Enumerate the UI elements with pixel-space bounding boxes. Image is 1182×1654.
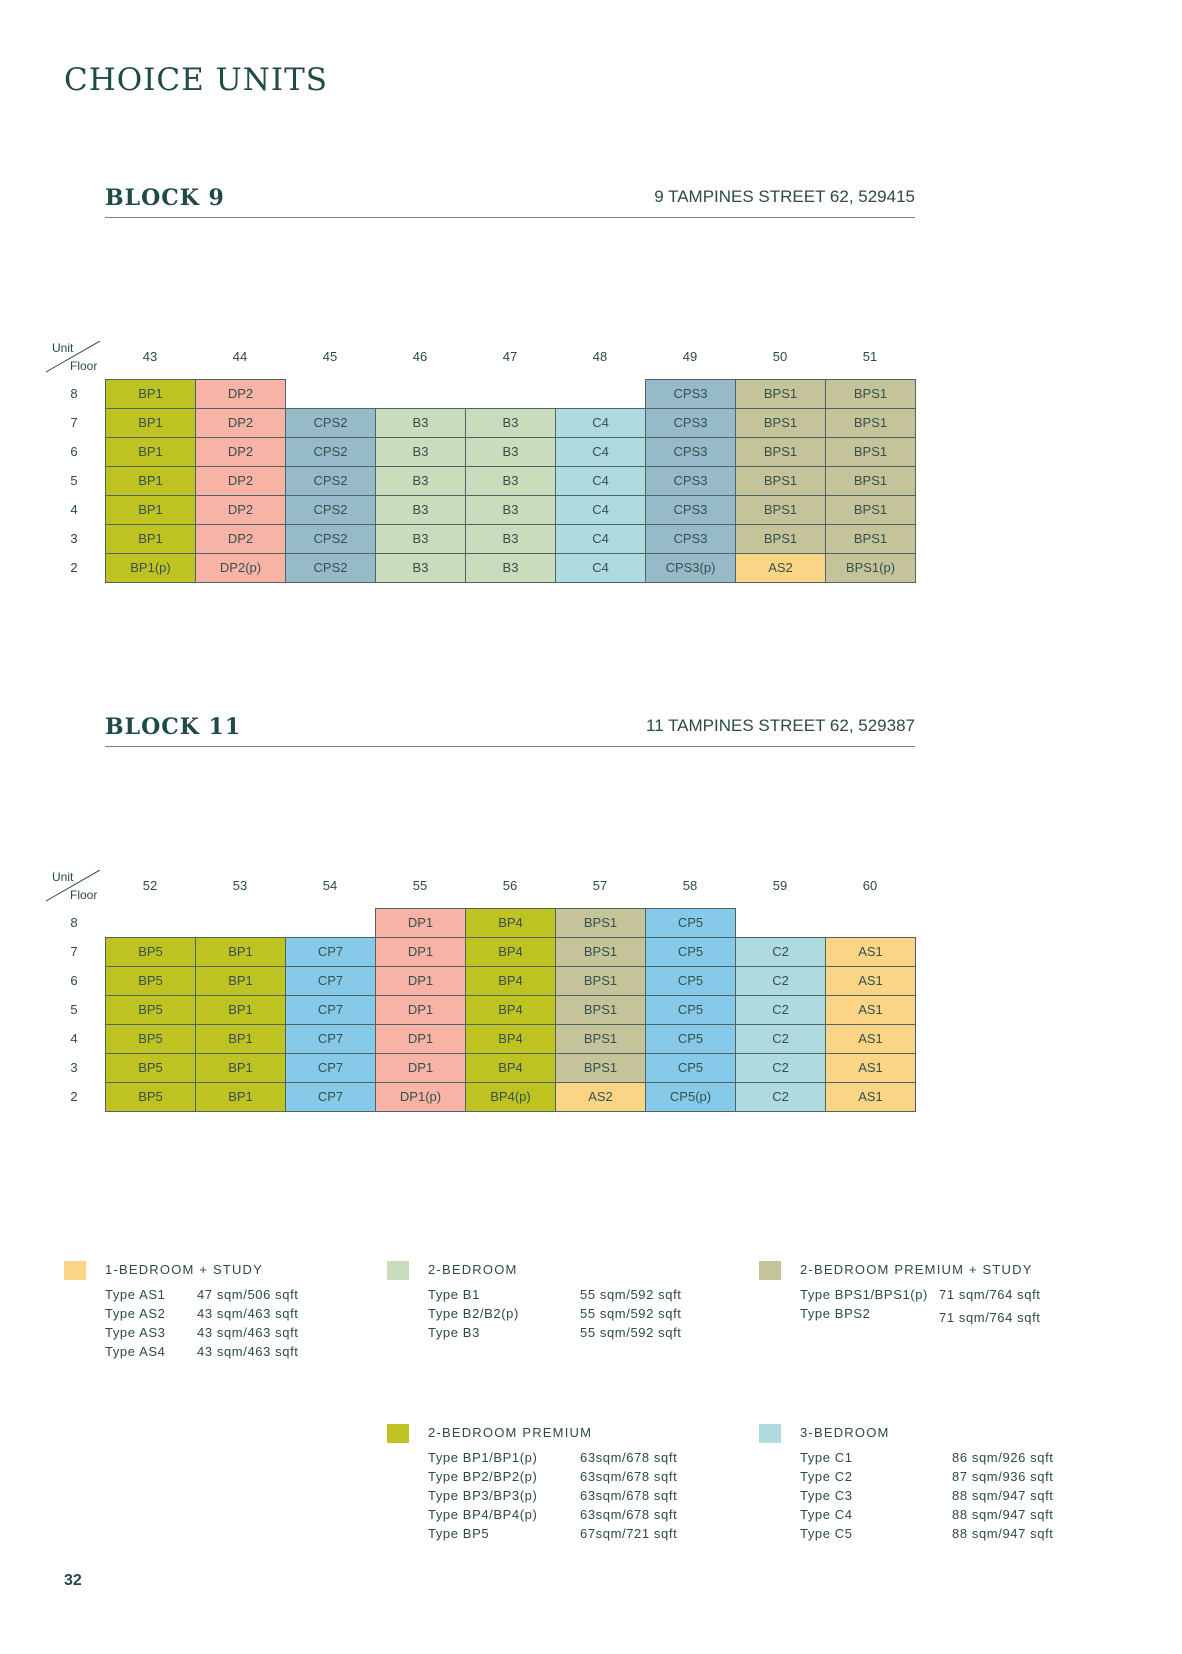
unit-cell: BP1 bbox=[195, 995, 286, 1025]
unit-cell: BP1 bbox=[105, 524, 196, 554]
legend-swatch bbox=[759, 1424, 781, 1443]
unit-cell: CPS3 bbox=[645, 524, 736, 554]
unit-column-header: 60 bbox=[862, 878, 878, 893]
unit-cell: BPS1 bbox=[735, 495, 826, 525]
unit-cell: BPS1 bbox=[825, 379, 916, 409]
unit-cell: BP1 bbox=[195, 1082, 286, 1112]
legend-type-name: Type BP3/BP3(p) bbox=[428, 1488, 538, 1503]
floor-number: 4 bbox=[70, 502, 78, 517]
legend-type-size: 87 sqm/936 sqft bbox=[952, 1469, 1054, 1484]
unit-cell: CPS2 bbox=[285, 408, 376, 438]
unit-cell: BP4 bbox=[465, 995, 556, 1025]
legend-type-size: 47 sqm/506 sqft bbox=[197, 1287, 299, 1302]
unit-cell: B3 bbox=[465, 524, 556, 554]
unit-cell: DP1 bbox=[375, 908, 466, 938]
legend-type-name: Type B2/B2(p) bbox=[428, 1306, 519, 1321]
floor-number: 8 bbox=[70, 915, 78, 930]
unit-column-header: 52 bbox=[142, 878, 158, 893]
unit-cell: B3 bbox=[375, 524, 466, 554]
legend-type-name: Type AS4 bbox=[105, 1344, 166, 1359]
unit-cell: BPS1 bbox=[825, 495, 916, 525]
block-11-header bbox=[105, 706, 915, 747]
legend-type-size: 63sqm/678 sqft bbox=[580, 1450, 678, 1465]
legend-type-name: Type C2 bbox=[800, 1469, 853, 1484]
legend-type-size: 63sqm/678 sqft bbox=[580, 1469, 678, 1484]
unit-column-header: 55 bbox=[412, 878, 428, 893]
unit-cell: BPS1 bbox=[555, 1024, 646, 1054]
page-title: CHOICE UNITS bbox=[64, 62, 329, 98]
unit-cell: CP7 bbox=[285, 966, 376, 996]
unit-cell: AS1 bbox=[825, 966, 916, 996]
unit-cell: BP1 bbox=[105, 437, 196, 467]
legend-type-size: 88 sqm/947 sqft bbox=[952, 1507, 1054, 1522]
unit-cell: BPS1 bbox=[735, 437, 826, 467]
unit-cell: C2 bbox=[735, 1082, 826, 1112]
legend-type-size: 43 sqm/463 sqft bbox=[197, 1344, 299, 1359]
legend-type-name: Type BP2/BP2(p) bbox=[428, 1469, 538, 1484]
block-9-header bbox=[105, 177, 915, 218]
legend-type-size: 43 sqm/463 sqft bbox=[197, 1325, 299, 1340]
legend-type-name: Type C5 bbox=[800, 1526, 853, 1541]
unit-cell: CPS3 bbox=[645, 495, 736, 525]
legend-type-size: 86 sqm/926 sqft bbox=[952, 1450, 1054, 1465]
legend-type-name: Type C4 bbox=[800, 1507, 853, 1522]
unit-cell: CP5 bbox=[645, 1053, 736, 1083]
unit-column-header: 44 bbox=[232, 349, 248, 364]
unit-cell: BPS1 bbox=[825, 437, 916, 467]
floor-number: 8 bbox=[70, 386, 78, 401]
unit-cell: BP1 bbox=[105, 408, 196, 438]
unit-cell: CP5(p) bbox=[645, 1082, 736, 1112]
unit-cell: BP4 bbox=[465, 937, 556, 967]
unit-cell: CPS3(p) bbox=[645, 553, 736, 583]
unit-cell: DP2 bbox=[195, 466, 286, 496]
unit-cell: B3 bbox=[375, 466, 466, 496]
unit-cell: CP5 bbox=[645, 937, 736, 967]
legend-title: 3-BEDROOM bbox=[800, 1425, 890, 1440]
unit-cell: DP1(p) bbox=[375, 1082, 466, 1112]
unit-cell: BPS1 bbox=[555, 1053, 646, 1083]
unit-cell: BP1 bbox=[105, 379, 196, 409]
unit-cell: BP5 bbox=[105, 937, 196, 967]
legend-type-name: Type C1 bbox=[800, 1450, 853, 1465]
floor-number: 7 bbox=[70, 944, 78, 959]
unit-cell: CPS2 bbox=[285, 437, 376, 467]
unit-cell: CP5 bbox=[645, 908, 736, 938]
legend-type-size: 55 sqm/592 sqft bbox=[580, 1325, 682, 1340]
legend-type-size: 63sqm/678 sqft bbox=[580, 1488, 678, 1503]
unit-cell: CPS3 bbox=[645, 437, 736, 467]
unit-column-header: 59 bbox=[772, 878, 788, 893]
page-number: 32 bbox=[64, 1572, 82, 1589]
unit-cell: B3 bbox=[465, 495, 556, 525]
unit-column-header: 54 bbox=[322, 878, 338, 893]
unit-cell: BP1 bbox=[195, 1053, 286, 1083]
unit-cell: CPS3 bbox=[645, 379, 736, 409]
unit-cell: CPS3 bbox=[645, 408, 736, 438]
unit-cell: BPS1 bbox=[735, 466, 826, 496]
legend-swatch bbox=[64, 1261, 86, 1280]
floor-number: 2 bbox=[70, 1089, 78, 1104]
unit-cell: CP7 bbox=[285, 937, 376, 967]
unit-cell: BP5 bbox=[105, 1024, 196, 1054]
unit-cell: BP1 bbox=[105, 466, 196, 496]
unit-cell: C2 bbox=[735, 966, 826, 996]
floor-label: Floor bbox=[70, 359, 98, 373]
unit-column-header: 45 bbox=[322, 349, 338, 364]
unit-cell: BP5 bbox=[105, 995, 196, 1025]
legend-type-size: 55 sqm/592 sqft bbox=[580, 1287, 682, 1302]
unit-cell: DP2 bbox=[195, 408, 286, 438]
unit-cell: B3 bbox=[465, 408, 556, 438]
unit-cell: B3 bbox=[375, 553, 466, 583]
floor-number: 2 bbox=[70, 560, 78, 575]
legend-type-name: Type BP1/BP1(p) bbox=[428, 1450, 538, 1465]
unit-cell: BP1 bbox=[195, 1024, 286, 1054]
floor-label: Floor bbox=[70, 888, 98, 902]
unit-column-header: 58 bbox=[682, 878, 698, 893]
legend-type-name: Type AS1 bbox=[105, 1287, 166, 1302]
legend-title: 2-BEDROOM PREMIUM bbox=[428, 1425, 593, 1440]
unit-cell: BP5 bbox=[105, 1053, 196, 1083]
unit-cell: AS1 bbox=[825, 995, 916, 1025]
unit-cell: BPS1 bbox=[555, 908, 646, 938]
floor-number: 6 bbox=[70, 973, 78, 988]
unit-cell: BPS1 bbox=[825, 466, 916, 496]
legend-title: 2-BEDROOM PREMIUM + STUDY bbox=[800, 1262, 1033, 1277]
unit-cell: CPS2 bbox=[285, 495, 376, 525]
legend-type-size: 71 sqm/764 sqft bbox=[939, 1287, 1041, 1302]
unit-cell: BP5 bbox=[105, 966, 196, 996]
unit-cell: BPS1 bbox=[555, 937, 646, 967]
unit-cell: AS2 bbox=[735, 553, 826, 583]
unit-label: Unit bbox=[52, 341, 74, 355]
unit-cell: BP4 bbox=[465, 1024, 556, 1054]
legend-title: 1-BEDROOM + STUDY bbox=[105, 1262, 264, 1277]
unit-column-header: 57 bbox=[592, 878, 608, 893]
block-address: 11 TAMPINES STREET 62, 529387 bbox=[646, 716, 915, 735]
unit-cell: CP7 bbox=[285, 995, 376, 1025]
unit-label: Unit bbox=[52, 870, 74, 884]
legend-type-size: 63sqm/678 sqft bbox=[580, 1507, 678, 1522]
legend-type-name: Type AS3 bbox=[105, 1325, 166, 1340]
unit-cell: DP2 bbox=[195, 379, 286, 409]
legend-swatch bbox=[387, 1261, 409, 1280]
legend-type-size: 88 sqm/947 sqft bbox=[952, 1526, 1054, 1541]
unit-column-header: 56 bbox=[502, 878, 518, 893]
unit-cell: C2 bbox=[735, 1053, 826, 1083]
unit-cell: DP1 bbox=[375, 937, 466, 967]
legend-type-name: Type BPS2 bbox=[800, 1306, 871, 1321]
unit-cell: CP5 bbox=[645, 995, 736, 1025]
unit-cell: DP2 bbox=[195, 437, 286, 467]
unit-cell: BPS1 bbox=[735, 379, 826, 409]
unit-column-header: 49 bbox=[682, 349, 698, 364]
unit-cell: DP1 bbox=[375, 995, 466, 1025]
unit-column-header: 46 bbox=[412, 349, 428, 364]
unit-column-header: 43 bbox=[142, 349, 158, 364]
floor-number: 6 bbox=[70, 444, 78, 459]
unit-cell: AS1 bbox=[825, 1024, 916, 1054]
unit-cell: C2 bbox=[735, 937, 826, 967]
unit-cell: BPS1(p) bbox=[825, 553, 916, 583]
unit-cell: BP4 bbox=[465, 1053, 556, 1083]
unit-cell: AS2 bbox=[555, 1082, 646, 1112]
unit-cell: DP2(p) bbox=[195, 553, 286, 583]
legend-title: 2-BEDROOM bbox=[428, 1262, 518, 1277]
unit-cell: C4 bbox=[555, 553, 646, 583]
unit-cell: CPS3 bbox=[645, 466, 736, 496]
legend-type-name: Type BP5 bbox=[428, 1526, 490, 1541]
legend-type-name: Type B1 bbox=[428, 1287, 480, 1302]
unit-column-header: 53 bbox=[232, 878, 248, 893]
unit-cell: BP1 bbox=[105, 495, 196, 525]
legend-type-name: Type C3 bbox=[800, 1488, 853, 1503]
unit-cell: B3 bbox=[465, 437, 556, 467]
unit-cell: DP2 bbox=[195, 524, 286, 554]
legend-type-size: 88 sqm/947 sqft bbox=[952, 1488, 1054, 1503]
unit-column-header: 47 bbox=[502, 349, 518, 364]
unit-cell: C4 bbox=[555, 524, 646, 554]
floor-number: 5 bbox=[70, 473, 78, 488]
unit-cell: CPS2 bbox=[285, 466, 376, 496]
unit-cell: DP1 bbox=[375, 1053, 466, 1083]
block-address: 9 TAMPINES STREET 62, 529415 bbox=[654, 187, 915, 206]
unit-column-header: 50 bbox=[772, 349, 788, 364]
unit-floor-corner bbox=[44, 870, 100, 908]
unit-cell: C4 bbox=[555, 466, 646, 496]
block-name: BLOCK 9 bbox=[105, 185, 225, 211]
unit-cell: B3 bbox=[375, 495, 466, 525]
legend-type-name: Type BPS1/BPS1(p) bbox=[800, 1287, 928, 1302]
unit-cell: B3 bbox=[465, 553, 556, 583]
floor-number: 4 bbox=[70, 1031, 78, 1046]
unit-cell: C4 bbox=[555, 495, 646, 525]
unit-cell: BP1 bbox=[195, 966, 286, 996]
legend-type-name: Type BP4/BP4(p) bbox=[428, 1507, 538, 1522]
floor-number: 3 bbox=[70, 1060, 78, 1075]
unit-cell: BPS1 bbox=[555, 966, 646, 996]
floor-number: 5 bbox=[70, 1002, 78, 1017]
unit-cell: BP1(p) bbox=[105, 553, 196, 583]
legend-type-size: 55 sqm/592 sqft bbox=[580, 1306, 682, 1321]
unit-cell: B3 bbox=[375, 437, 466, 467]
legend-type-name: Type B3 bbox=[428, 1325, 480, 1340]
unit-cell: BPS1 bbox=[555, 995, 646, 1025]
unit-cell: AS1 bbox=[825, 1082, 916, 1112]
block-name: BLOCK 11 bbox=[105, 714, 242, 740]
unit-cell: CP7 bbox=[285, 1024, 376, 1054]
unit-column-header: 48 bbox=[592, 349, 608, 364]
unit-cell: BP1 bbox=[195, 937, 286, 967]
unit-column-header: 51 bbox=[862, 349, 878, 364]
unit-cell: BP4(p) bbox=[465, 1082, 556, 1112]
unit-cell: BPS1 bbox=[825, 524, 916, 554]
unit-cell: DP1 bbox=[375, 1024, 466, 1054]
unit-cell: CP5 bbox=[645, 1024, 736, 1054]
unit-cell: C4 bbox=[555, 437, 646, 467]
unit-cell: AS1 bbox=[825, 937, 916, 967]
floor-number: 3 bbox=[70, 531, 78, 546]
unit-cell: CPS2 bbox=[285, 553, 376, 583]
legend-type-size: 43 sqm/463 sqft bbox=[197, 1306, 299, 1321]
unit-cell: BPS1 bbox=[735, 524, 826, 554]
unit-cell: DP2 bbox=[195, 495, 286, 525]
unit-cell: C2 bbox=[735, 1024, 826, 1054]
legend-swatch bbox=[759, 1261, 781, 1280]
unit-cell: CP7 bbox=[285, 1082, 376, 1112]
unit-cell: C4 bbox=[555, 408, 646, 438]
unit-cell: AS1 bbox=[825, 1053, 916, 1083]
unit-cell: BP4 bbox=[465, 966, 556, 996]
legend-type-size: 67sqm/721 sqft bbox=[580, 1526, 678, 1541]
unit-cell: BPS1 bbox=[825, 408, 916, 438]
unit-cell: CP5 bbox=[645, 966, 736, 996]
unit-floor-corner bbox=[44, 341, 100, 379]
floor-number: 7 bbox=[70, 415, 78, 430]
unit-cell: B3 bbox=[465, 466, 556, 496]
unit-cell: BP4 bbox=[465, 908, 556, 938]
legend-type-name: Type AS2 bbox=[105, 1306, 166, 1321]
unit-cell: CP7 bbox=[285, 1053, 376, 1083]
unit-cell: DP1 bbox=[375, 966, 466, 996]
unit-cell: BP5 bbox=[105, 1082, 196, 1112]
unit-cell: C2 bbox=[735, 995, 826, 1025]
unit-cell: B3 bbox=[375, 408, 466, 438]
legend-type-size: 71 sqm/764 sqft bbox=[939, 1310, 1041, 1325]
unit-cell: CPS2 bbox=[285, 524, 376, 554]
unit-cell: BPS1 bbox=[735, 408, 826, 438]
legend-swatch bbox=[387, 1424, 409, 1443]
